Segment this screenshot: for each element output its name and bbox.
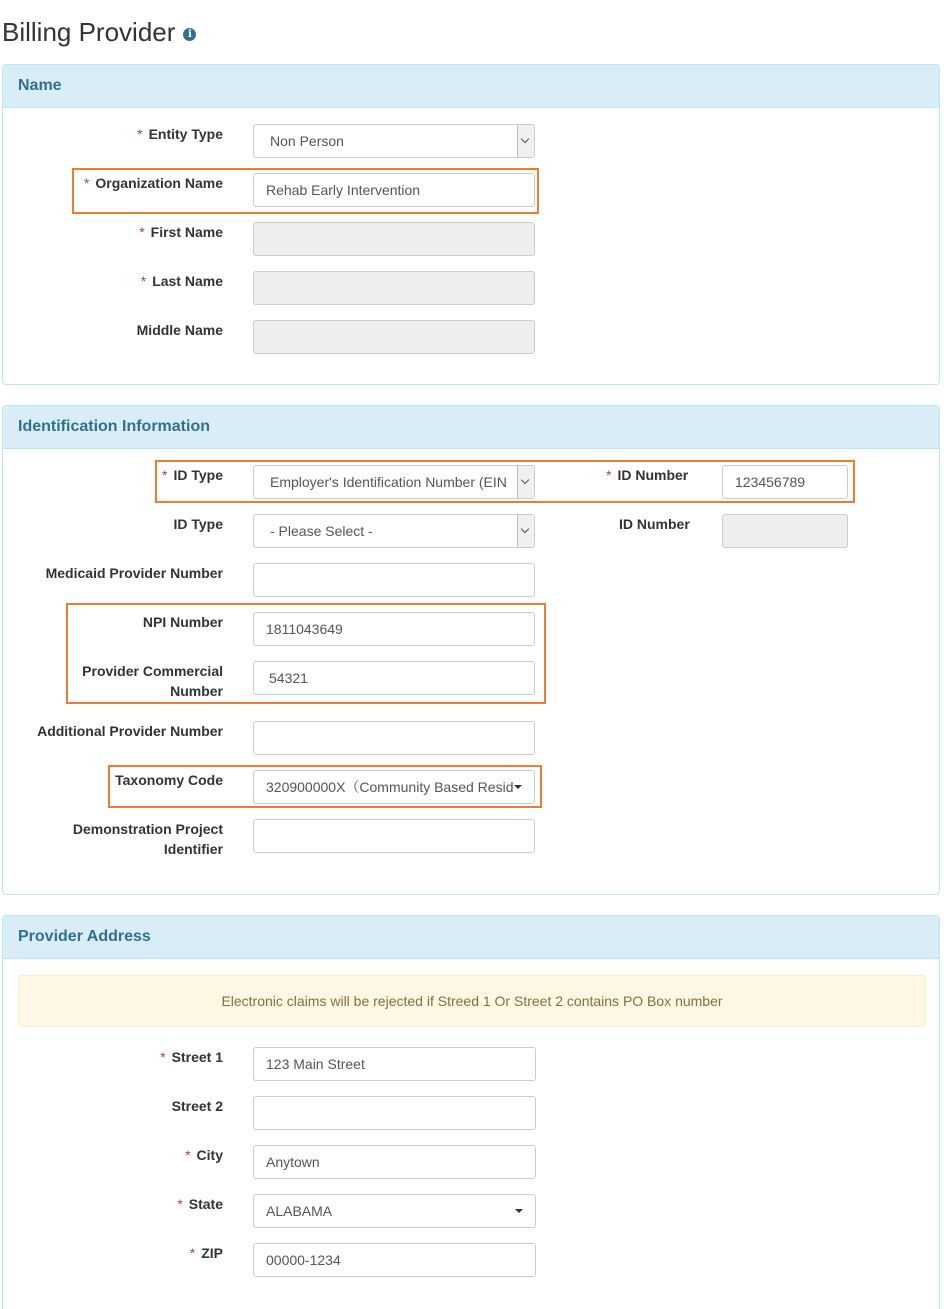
state-label: * State [177,1196,223,1212]
required-marker: * [162,467,168,483]
demonstration-project-identifier-label: Demonstration Project Identifier [72,821,223,857]
taxonomy-code-select[interactable]: 320900000X（Community Based Resid [253,770,535,804]
medicaid-provider-number-input[interactable] [253,563,535,597]
additional-provider-number-label: Additional Provider Number [37,723,223,739]
identification-panel-title: Identification Information [18,418,210,435]
middle-name-input[interactable] [253,320,535,354]
entity-type-select[interactable]: Non Person [253,124,535,158]
street2-input[interactable] [253,1096,536,1130]
chevron-down-icon [517,515,534,547]
identification-panel-heading [3,406,939,449]
id-number-label: * ID Number [606,467,689,483]
caret-down-icon [515,1209,523,1213]
zip-label: * ZIP [189,1245,223,1261]
required-marker: * [83,175,90,191]
required-marker: * [137,126,143,142]
entity-type-label: * Entity Type [137,126,223,142]
required-marker: * [160,1049,166,1065]
city-input[interactable]: Anytown [253,1145,536,1179]
medicaid-provider-number-label: Medicaid Provider Number [45,565,223,581]
additional-provider-number-input[interactable] [253,721,535,755]
info-circle-icon[interactable]: i [183,28,196,41]
last-name-input[interactable] [253,271,535,305]
required-marker: * [606,467,612,483]
npi-number-label: NPI Number [142,614,223,630]
middle-name-label: Middle Name [136,322,223,338]
demonstration-project-identifier-input[interactable] [253,819,535,853]
id-type-2-select[interactable]: - Please Select - [253,514,535,548]
id-type-2-label: ID Type [173,516,223,532]
provider-commercial-number-input[interactable]: 54321 [253,661,535,695]
organization-name-label: * Organization Name [83,175,223,191]
required-marker: * [185,1147,191,1163]
id-number-2-input[interactable] [722,514,848,548]
id-number-2-label: ID Number [619,516,690,532]
address-panel-title: Provider Address [18,928,151,945]
city-label: * City [185,1147,223,1163]
po-box-warning-alert: Electronic claims will be rejected if Streed 1 Or Street 2 contains PO Box number [18,975,926,1027]
name-panel-heading [3,65,939,108]
first-name-input[interactable] [253,222,535,256]
required-marker: * [189,1245,196,1261]
id-number-input[interactable]: 123456789 [722,465,848,499]
id-type-select[interactable]: Employer's Identification Number (EIN [253,465,535,499]
taxonomy-code-label: Taxonomy Code [115,772,223,788]
npi-number-input[interactable]: 1811043649 [253,612,535,646]
zip-input[interactable]: 00000-1234 [253,1243,536,1277]
caret-down-icon [514,785,522,789]
state-select[interactable]: ALABAMA [253,1194,536,1228]
first-name-label: * First Name [139,224,223,240]
chevron-down-icon [517,125,534,157]
address-panel-heading [3,916,939,959]
organization-name-input[interactable]: Rehab Early Intervention [253,173,535,207]
last-name-label: * Last Name [140,273,223,289]
required-marker: * [139,224,145,240]
name-panel-title: Name [18,77,62,94]
chevron-down-icon [517,466,534,498]
street1-input[interactable]: 123 Main Street [253,1047,536,1081]
id-type-label: * ID Type [162,467,223,483]
required-marker: * [177,1196,183,1212]
page-title: Billing Provider i [2,16,196,48]
street1-label: * Street 1 [160,1049,223,1065]
street2-label: Street 2 [171,1098,223,1114]
provider-commercial-number-label: Provider Commercial Number [82,663,223,699]
required-marker: * [140,273,147,289]
